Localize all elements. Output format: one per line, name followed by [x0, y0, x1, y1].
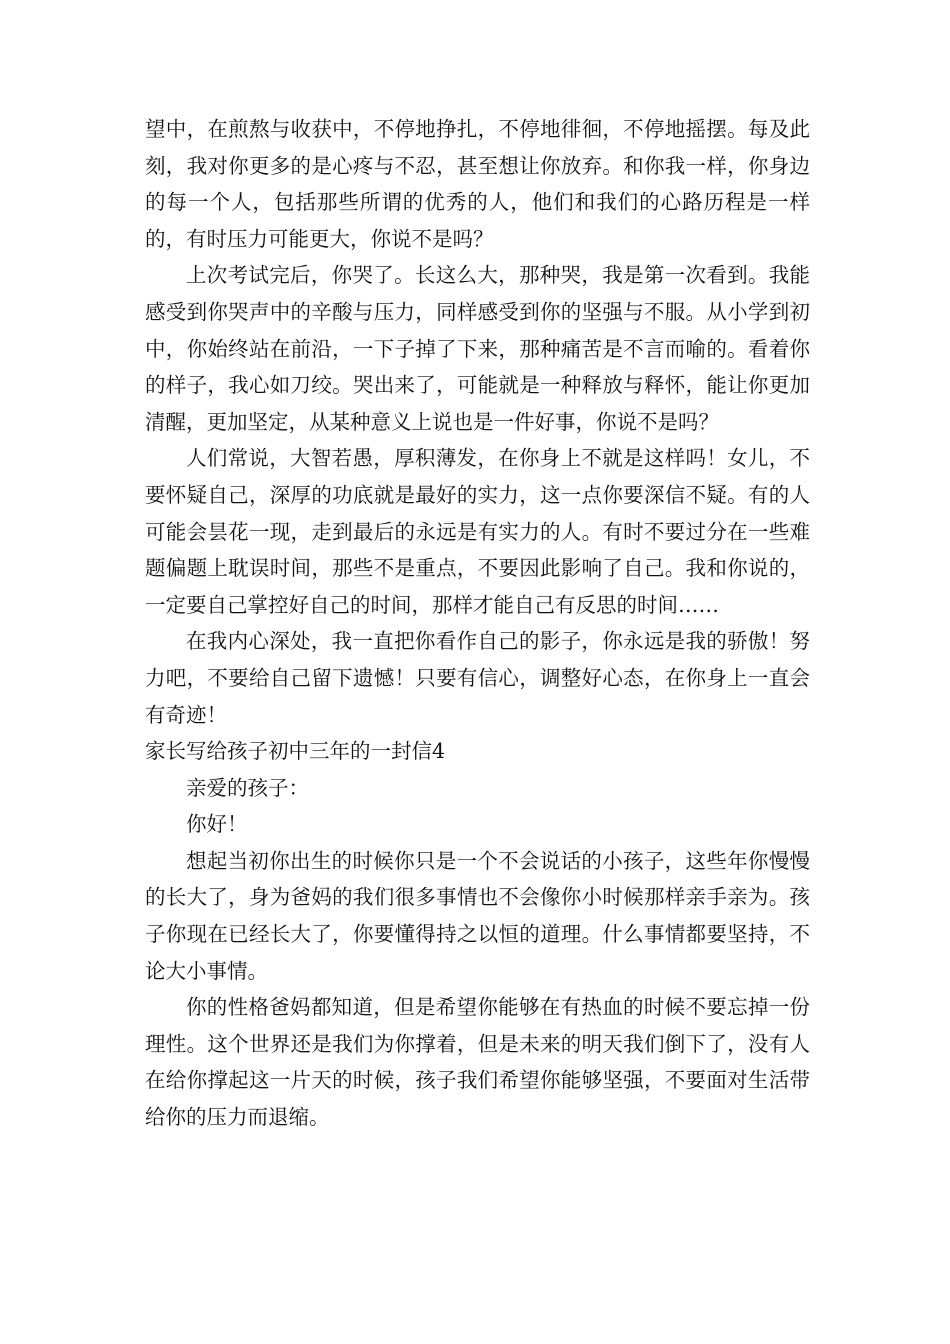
paragraph-5: 想起当初你出生的时候你只是一个不会说话的小孩子，这些年你慢慢的长大了，身为爸妈的我们很多事情也不会像你小时候那样亲手亲为。孩子你现在已经长大了，你要懂得持之以恒的道理。什么事情都要坚持，不论大小事情。	[145, 848, 810, 983]
letter-title: 家长写给孩子初中三年的一封信4	[145, 739, 446, 764]
paragraph-6: 你的性格爸妈都知道，但是希望你能够在有热血的时候不要忘掉一份理性。这个世界还是我们为你撑着，但是未来的明天我们倒下了，没有人在给你撑起这一片天的时候，孩子我们希望你能够坚强，不要面对生活带给你的压力而退缩。	[145, 995, 810, 1130]
paragraph-4: 在我内心深处，我一直把你看作自己的影子，你永远是我的骄傲！努力吧，不要给自己留下遗憾！只要有信心，调整好心态，在你身上一直会有奇迹！	[145, 629, 810, 727]
paragraph-3: 人们常说，大智若愚，厚积薄发，在你身上不就是这样吗！女儿，不要怀疑自己，深厚的功底就是最好的实力，这一点你要深信不疑。有的人可能会昙花一现，走到最后的永远是有实力的人。有时不要过分在一些难题偏题上耽误时间，那些不是重点，不要因此影响了自己。我和你说的，一定要自己掌控好自己的时间，那样才能自己有反思的时间……	[145, 446, 810, 617]
paragraph-1: 望中，在煎熬与收获中，不停地挣扎，不停地徘徊，不停地摇摆。每及此刻，我对你更多的是心疼与不忍，甚至想让你放弃。和你我一样，你身边的每一个人，包括那些所谓的优秀的人，他们和我们的心路历程是一样的，有时压力可能更大，你说不是吗？	[145, 117, 810, 251]
greeting: 你好！	[186, 812, 248, 837]
document-page	[145, 111, 810, 1136]
salutation: 亲爱的孩子：	[186, 775, 309, 800]
paragraph-2: 上次考试完后，你哭了。长这么大，那种哭，我是第一次看到。我能感受到你哭声中的辛酸与压力，同样感受到你的坚强与不服。从小学到初中，你始终站在前沿，一下子掉了下来，那种痛苦是不言而喻的。看着你的样子，我心如刀绞。哭出来了，可能就是一种释放与释怀，能让你更加清醒，更加坚定，从某种意义上说也是一件好事，你说不是吗？	[145, 263, 810, 434]
